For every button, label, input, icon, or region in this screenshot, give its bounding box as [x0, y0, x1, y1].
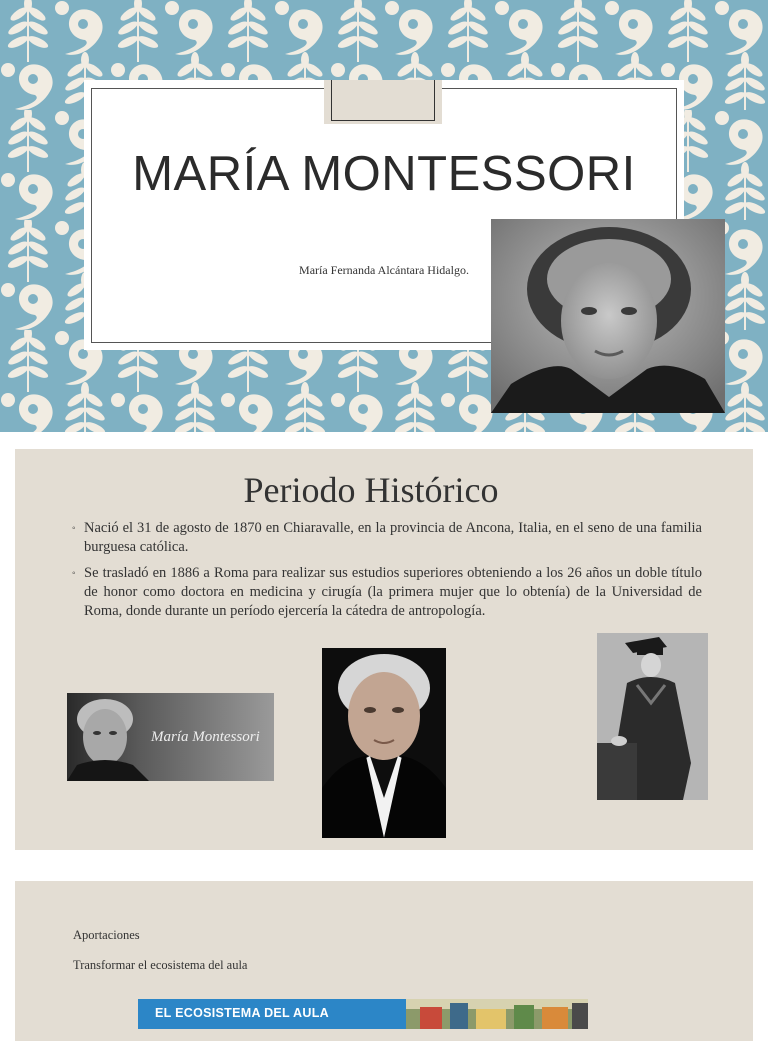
title-tab: [324, 80, 442, 124]
classroom-ecosystem-image: [138, 999, 588, 1029]
author-name: María Fernanda Alcántara Hidalgo.: [299, 263, 469, 277]
photo-caption: María Montessori: [151, 729, 260, 745]
classroom-photo: [406, 999, 588, 1029]
montessori-caption-photo: [67, 693, 274, 781]
montessori-portrait-photo: [491, 219, 725, 413]
bullet-text: Se trasladó en 1886 a Roma para realizar sus estudios superiores obteniendo a los 26 años un doble título de honor como doctora en medicina y cirugía (la primera mujer que lo obtenía) de la Universidad de Roma, donde durante un período ejercería la cátedra de antropología.: [84, 565, 702, 619]
slide-heading: Periodo Histórico: [243, 470, 499, 510]
ecosystem-banner-text: EL ECOSISTEMA DEL AULA: [155, 1006, 329, 1020]
ecosystem-banner: [138, 999, 406, 1029]
historical-period-slide: [15, 449, 753, 850]
bullet-list: [72, 519, 702, 628]
bullet-marker: ◦: [72, 568, 76, 579]
classroom-ecosystem-label: Transformar el ecosistema del aula: [73, 958, 248, 972]
bullet-text: Nació el 31 de agosto de 1870 en Chiaravalle, en la provincia de Ancona, Italia, en el seno de una familia burguesa católica.: [84, 520, 702, 555]
montessori-elder-photo: [322, 648, 446, 838]
contributions-label: Aportaciones: [73, 928, 140, 942]
bullet-marker: ◦: [72, 523, 76, 534]
contributions-slide: [15, 881, 753, 1041]
title-tab-frame: [331, 80, 435, 121]
list-item: [72, 564, 702, 621]
presentation-title: MARÍA MONTESSORI: [132, 147, 636, 201]
list-item: [72, 519, 702, 557]
montessori-graduation-photo: [597, 633, 708, 800]
title-slide: [0, 0, 768, 432]
